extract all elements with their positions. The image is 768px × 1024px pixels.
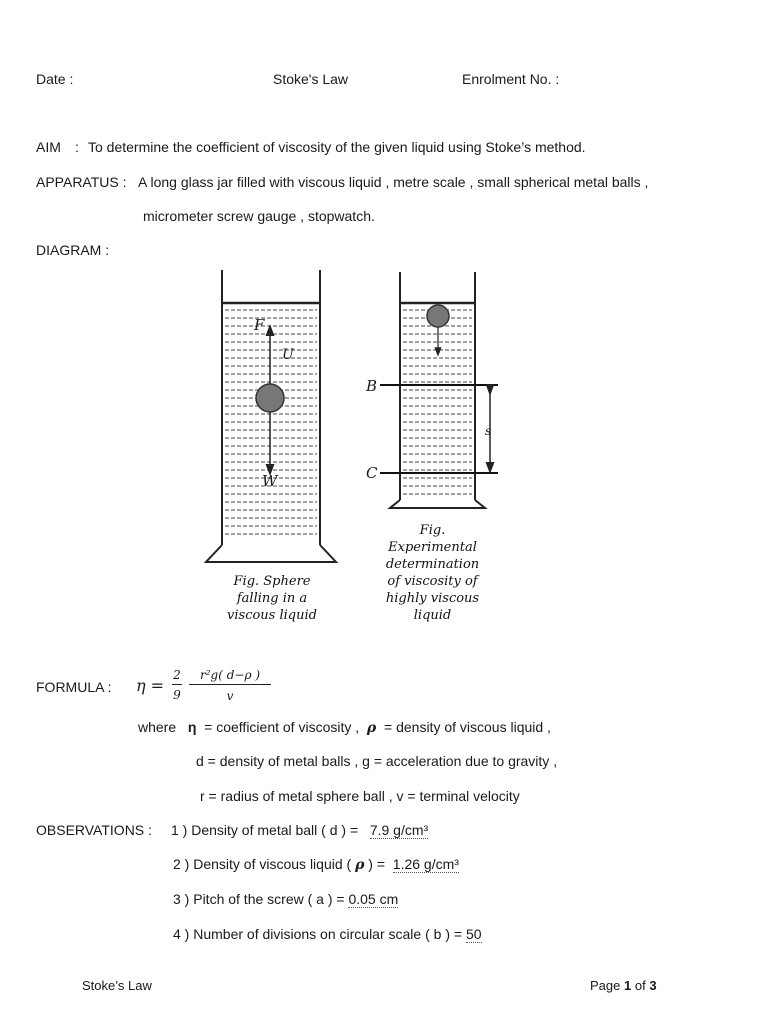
formula-fraction-bar <box>189 684 271 685</box>
formula-numerator: r²g( d−ρ ) <box>199 668 260 682</box>
formula-variables-line-3: r = radius of metal sphere ball , v = terminal velocity <box>200 788 520 804</box>
observation-4: 4 ) Number of divisions on circular scale ( b ) = 50 <box>173 926 482 942</box>
formula-label: FORMULA : <box>36 679 112 695</box>
apparatus-line-2: micrometer screw gauge , stopwatch. <box>143 208 375 224</box>
formula-eta: η = <box>136 676 165 695</box>
aim-separator: : <box>75 139 79 155</box>
eta-symbol: η <box>187 719 197 735</box>
page-number: Page 1 of 3 <box>590 978 657 993</box>
formula-variables-line-2: d = density of metal balls , g = acceleration due to gravity , <box>196 753 558 769</box>
apparatus-label: APPARATUS : <box>36 174 127 190</box>
distance-label: s <box>485 424 492 438</box>
aim-text: To determine the coefficient of viscosity of the given liquid using Stoke’s method. <box>88 139 586 155</box>
pitch-value: 0.05 cm <box>348 891 399 907</box>
velocity-label: U <box>282 347 294 363</box>
observation-3: 3 ) Pitch of the screw ( a ) = 0.05 cm <box>173 891 399 907</box>
rho-symbol-observation: ρ <box>355 857 365 873</box>
mark-c-label: C <box>366 464 378 482</box>
apparatus-line-1: A long glass jar filled with viscous liquid , metre scale , small spherical metal balls , <box>138 174 649 190</box>
force-label: F <box>254 316 265 334</box>
figure-2-caption: Fig. Experimental determination of viscosity of highly viscous liquid <box>385 523 480 623</box>
mark-b-label: B <box>366 377 378 395</box>
formula-coef-den: 9 <box>173 688 181 702</box>
where-prefix: where <box>138 719 177 735</box>
divisions-value: 50 <box>465 926 482 942</box>
jar-figure-1 <box>206 270 336 562</box>
figure-1-caption: Fig. Sphere falling in a viscous liquid <box>227 574 317 623</box>
observation-1: 1 ) Density of metal ball ( d ) = 7.9 g/cm³ <box>171 822 429 838</box>
observation-2: 2 ) Density of viscous liquid ( ρ ) = 1.26 g/cm³ <box>173 856 459 873</box>
formula-denominator: v <box>226 689 234 703</box>
where-line <box>138 718 551 737</box>
weight-label: W <box>262 472 278 490</box>
eta-description: = coefficient of viscosity , <box>204 719 360 735</box>
jar-figure-2 <box>380 272 498 508</box>
aim-label: AIM <box>36 139 61 155</box>
document-title: Stoke's Law <box>273 71 349 87</box>
observations-label: OBSERVATIONS : <box>36 822 152 838</box>
liquid-density-value: 1.26 g/cm³ <box>392 856 459 872</box>
rho-description: = density of viscous liquid , <box>384 719 551 735</box>
enrolment-label: Enrolment No. : <box>462 71 560 87</box>
date-label: Date : <box>36 71 74 87</box>
footer-title: Stoke’s Law <box>82 978 152 993</box>
formula-coef-bar <box>172 684 182 685</box>
diagram-label: DIAGRAM : <box>36 242 110 258</box>
metal-density-value: 7.9 g/cm³ <box>369 822 429 838</box>
formula-coef-num: 2 <box>173 668 181 682</box>
rho-symbol: ρ <box>366 720 377 736</box>
